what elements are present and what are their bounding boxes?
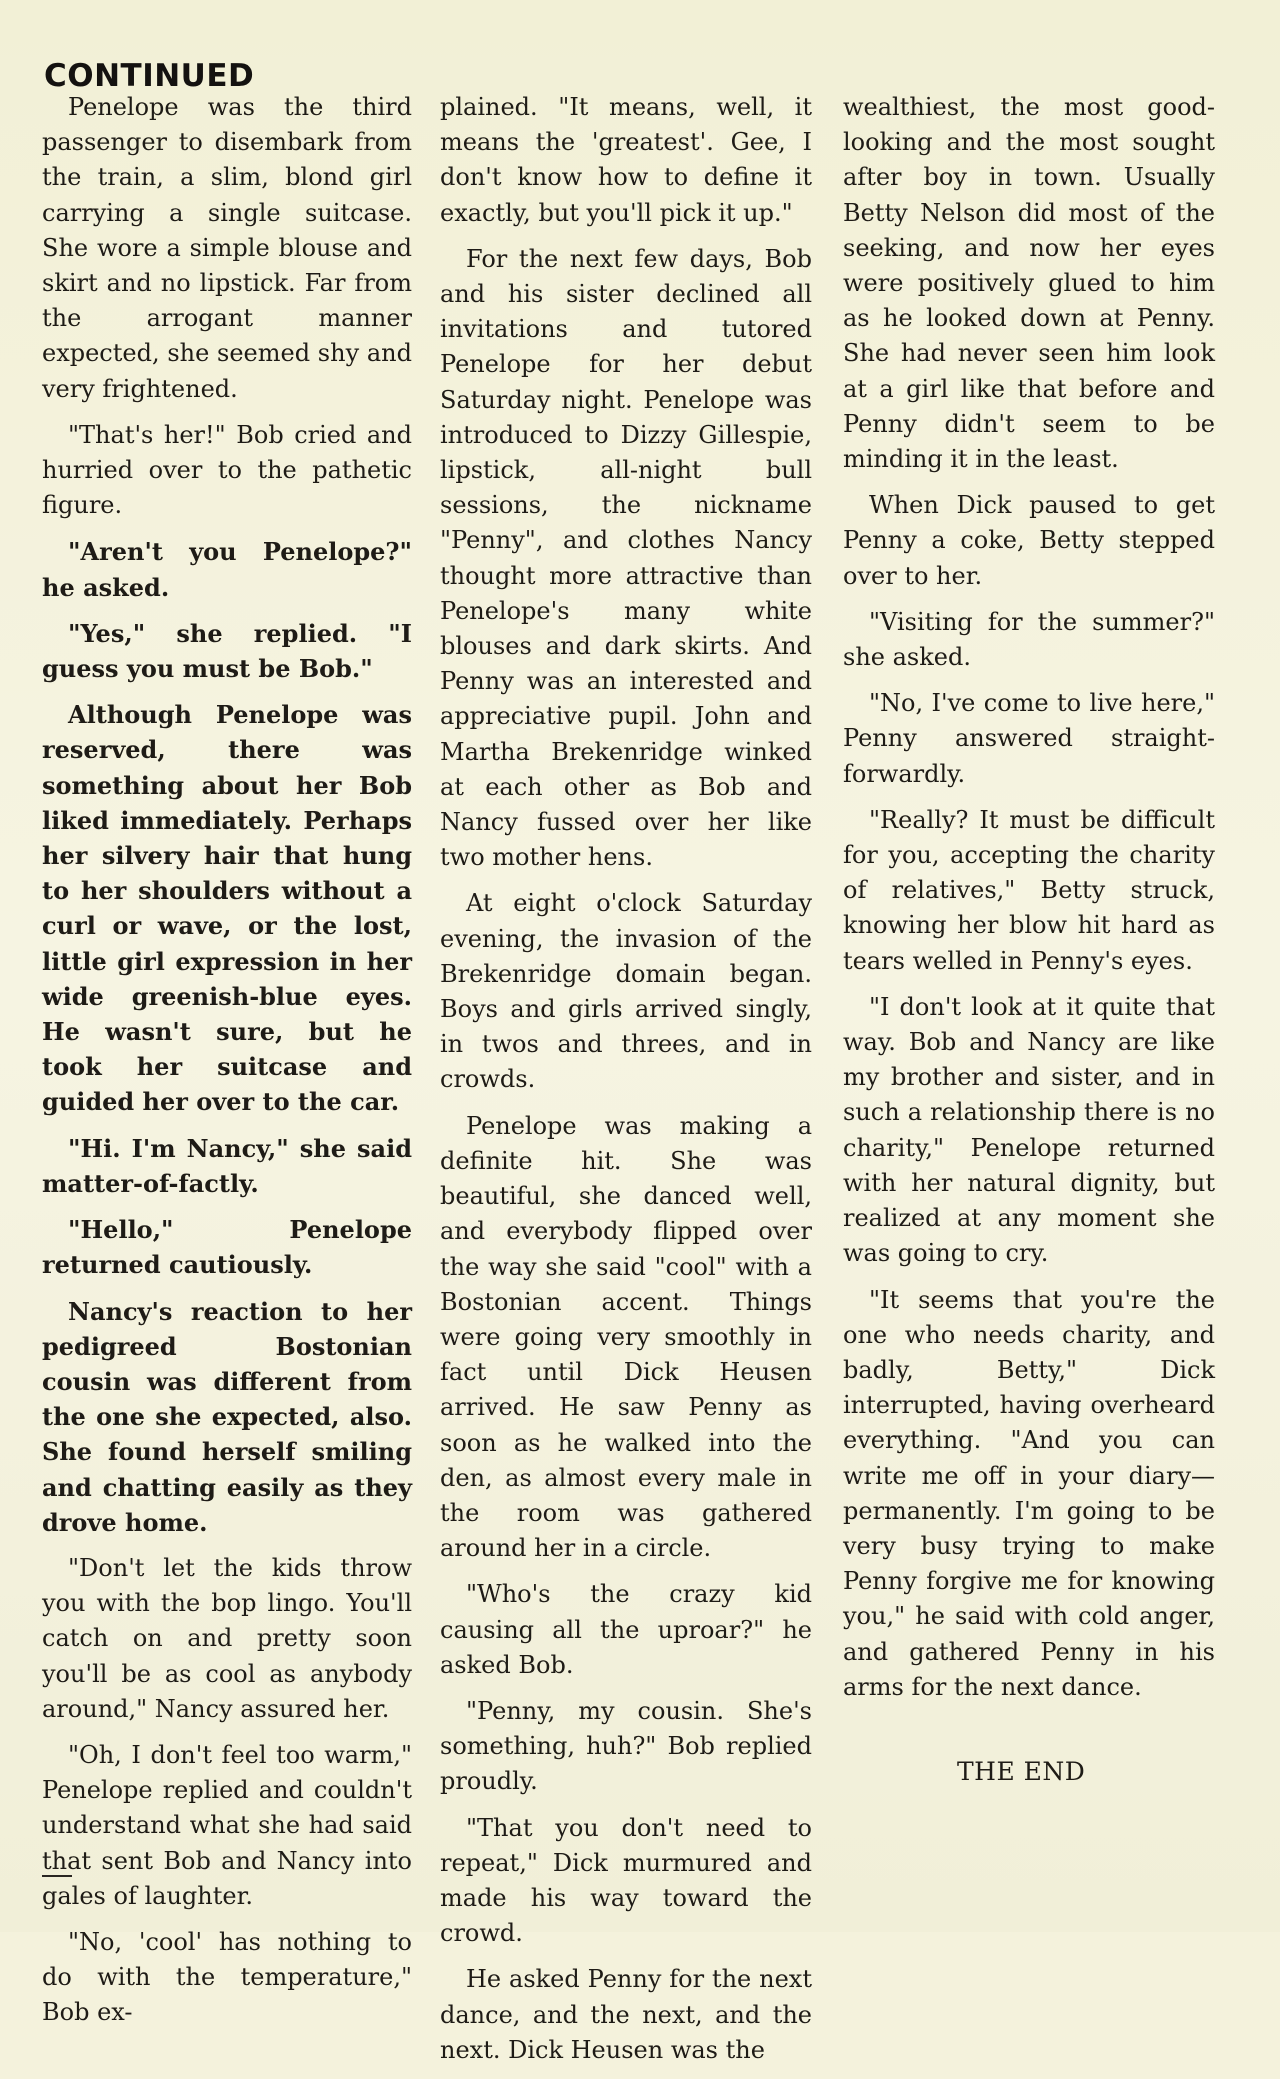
paragraph: "It seems that you're the one who needs charity, and badly, Betty," Dick interrupted, having overheard everything. "And you can write me off in your diary—permanently. I'm going to be very busy trying to make Penny forgive me for knowing you," he said with cold anger, and gathered Penny in his arms for the next dance. [843, 1285, 1215, 1701]
bottom-rule [42, 1875, 72, 1877]
paragraph: Penelope was the third passenger to disembark from the train, a slim, blond girl carrying a single suitcase. She wore a simple blouse and skirt and no lipstick. Far from the arrogant manner expected, she seemed shy and very frightened. [42, 93, 412, 403]
paragraph: "Visiting for the summer?" she asked. [843, 607, 1215, 672]
paragraph: "Hi. I'm Nancy," she said matter-of-factly. [42, 1133, 412, 1198]
paragraph: When Dick paused to get Penny a coke, Betty stepped over to her. [843, 491, 1215, 590]
paragraph: "No, I've come to live here," Penny answered straight-forwardly. [843, 689, 1215, 788]
paragraph: "Penny, my cousin. She's something, huh?" Bob replied proudly. [440, 1696, 812, 1796]
paragraph: Although Penelope was reserved, there was something about her Bob liked immediately. Perhaps her silvery hair that hung to her shoulders without a curl or wave, or the lost, little girl expression in her wide greenish-blue eyes. He wasn't sure, but he took her suitcase and guided her over to the car. [42, 700, 412, 1117]
continued-heading: CONTINUED [44, 58, 255, 94]
paragraph: plained. "It means, well, it means the 'greatest'. Gee, I don't know how to define it exactly, but you'll pick it up." [440, 93, 812, 227]
text-column-1 [42, 90, 412, 2042]
paragraph: wealthiest, the most good-looking and the most sought after boy in town. Usually Betty Nelson did most of the seeking, and now her eyes were positively glued to him as he looked down at Penny. She had never seen him look at a girl like that before and Penny didn't seem to be minding it in the least. [843, 93, 1215, 474]
paragraph: "That's her!" Bob cried and hurried over to the pathetic figure. [42, 420, 412, 520]
paragraph: "Oh, I don't feel too warm," Penelope replied and couldn't understand what she had said that sent Bob and Nancy into gales of laughter. [42, 1740, 412, 1910]
paragraph: "I don't look at it quite that way. Bob and Nancy are like my brother and sister, and in such a relationship there is no charity," Penelope returned with her natural dignity, but realized at any moment she was going to cry. [843, 992, 1215, 1268]
paragraph: Penelope was making a definite hit. She was beautiful, she danced well, and everybody flipped over the way she said "cool" with a Bostonian accent. Things were going very smoothly in fact until Dick Heusen arrived. He saw Penny as soon as he walked into the den, as almost every male in the room was gathered around her in a circle. [440, 1111, 812, 1563]
text-column-2 [440, 90, 812, 2079]
paragraph: "Aren't you Penelope?" he asked. [42, 537, 412, 602]
paragraph: For the next few days, Bob and his sister declined all invitations and tutored Penelope for her debut Saturday night. Penelope was introduced to Dizzy Gillespie, lipstick, all-night bull sessions, the nickname "Penny", and clothes Nancy thought more attractive than Penelope's many white blouses and dark skirts. And Penny was an interested and appreciative pupil. John and Martha Brekenridge winked at each other as Bob and Nancy fussed over her like two mother hens. [440, 244, 812, 872]
paragraph: "Hello," Penelope returned cautiously. [42, 1215, 412, 1280]
paragraph: Nancy's reaction to her pedigreed Bostonian cousin was different from the one she expected, also. She found herself smiling and chatting easily as they drove home. [42, 1296, 412, 1537]
text-column-3 [843, 90, 1215, 1716]
paragraph: He asked Penny for the next dance, and the next, and the next. Dick Heusen was the [440, 1965, 812, 2064]
paragraph: "Yes," she replied. "I guess you must be Bob." [42, 618, 412, 684]
paragraph: "Really? It must be difficult for you, accepting the charity of relatives," Betty struck, knowing her blow hit hard as tears welled in Penny's eyes. [843, 805, 1215, 975]
paragraph: "That you don't need to repeat," Dick murmured and made his way toward the crowd. [440, 1813, 812, 1948]
the-end-label: THE END [957, 1757, 1086, 1786]
paragraph: "No, 'cool' has nothing to do with the temperature," Bob ex- [42, 1927, 412, 2027]
paragraph: "Don't let the kids throw you with the bop lingo. You'll catch on and pretty soon you'll be as cool as anybody around," Nancy assured her. [42, 1553, 412, 1723]
paragraph: At eight o'clock Saturday evening, the invasion of the Brekenridge domain began. Boys and girls arrived singly, in twos and threes, and in crowds. [440, 889, 812, 1094]
paragraph: "Who's the crazy kid causing all the uproar?" he asked Bob. [440, 1580, 812, 1679]
